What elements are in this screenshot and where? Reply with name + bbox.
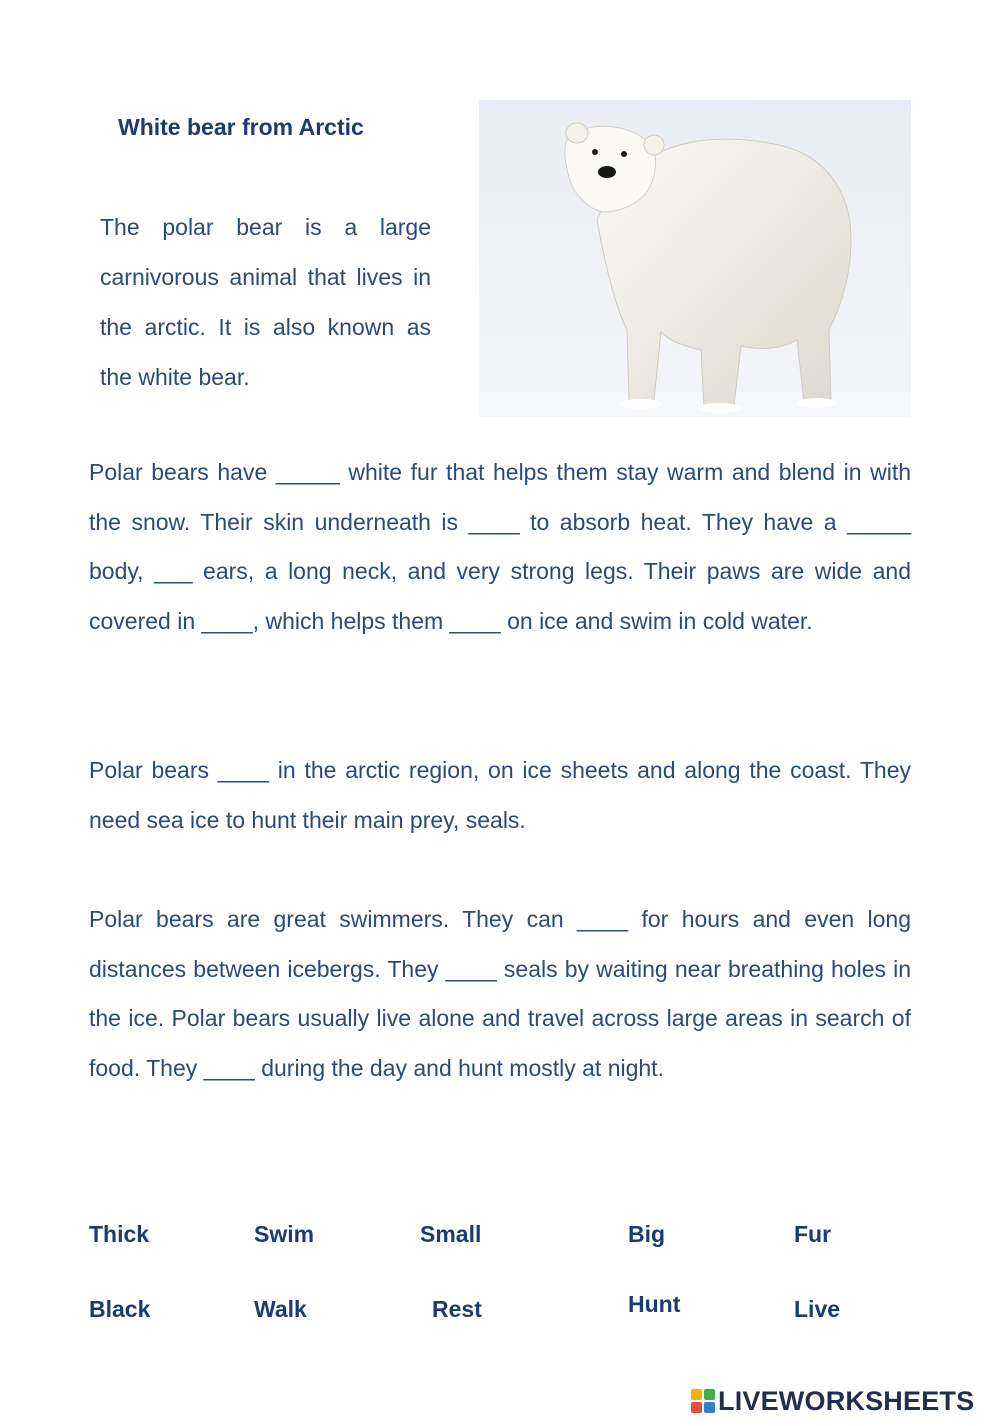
word-bank-item[interactable]: Live: [794, 1296, 841, 1322]
liveworksheets-logo: [691, 1386, 974, 1416]
word-bank-item[interactable]: Walk: [254, 1296, 307, 1322]
word-bank-item[interactable]: Hunt: [628, 1291, 681, 1317]
logo-text: LIVEWORKSHEETS: [718, 1385, 975, 1416]
logo-square: [691, 1389, 702, 1400]
worksheet-title: White bear from Arctic: [118, 114, 364, 140]
polar-bear-image: [479, 100, 911, 417]
liveworksheets-logo-icon: [691, 1389, 715, 1413]
logo-square: [704, 1389, 715, 1400]
word-bank-item[interactable]: Black: [89, 1296, 151, 1322]
word-bank-item[interactable]: Swim: [254, 1221, 315, 1247]
paragraph-habitat: Polar bears ____ in the arctic region, on ice sheets and along the coast. They need sea ice to hunt their main prey, seals.: [89, 757, 911, 833]
word-bank-item[interactable]: Thick: [89, 1221, 150, 1247]
logo-square: [704, 1402, 715, 1413]
word-bank-item[interactable]: Rest: [432, 1296, 482, 1322]
word-bank-item[interactable]: Big: [628, 1221, 666, 1247]
intro-paragraph: The polar bear is a large carnivorous animal that lives in the arctic. It is also known as the white bear.: [100, 214, 431, 390]
logo-square: [691, 1402, 702, 1413]
paragraph-appearance: Polar bears have _____ white fur that helps them stay warm and blend in with the snow. Their skin underneath is ____ to absorb heat. They have a _____ body, ___ ears, a long neck, and very strong legs. Their paws are wide and covered in ____, which helps them ____ on ice and swim in cold water.: [89, 459, 911, 635]
word-bank-item[interactable]: Fur: [794, 1221, 832, 1247]
paragraph-behavior: Polar bears are great swimmers. They can ____ for hours and even long distances between icebergs. They ____ seals by waiting near breathing holes in the ice. Polar bears usually live alone and travel across large areas in search of food. They ____ during the day and hunt mostly at night.: [89, 906, 911, 1082]
word-bank-item[interactable]: Small: [420, 1221, 482, 1247]
